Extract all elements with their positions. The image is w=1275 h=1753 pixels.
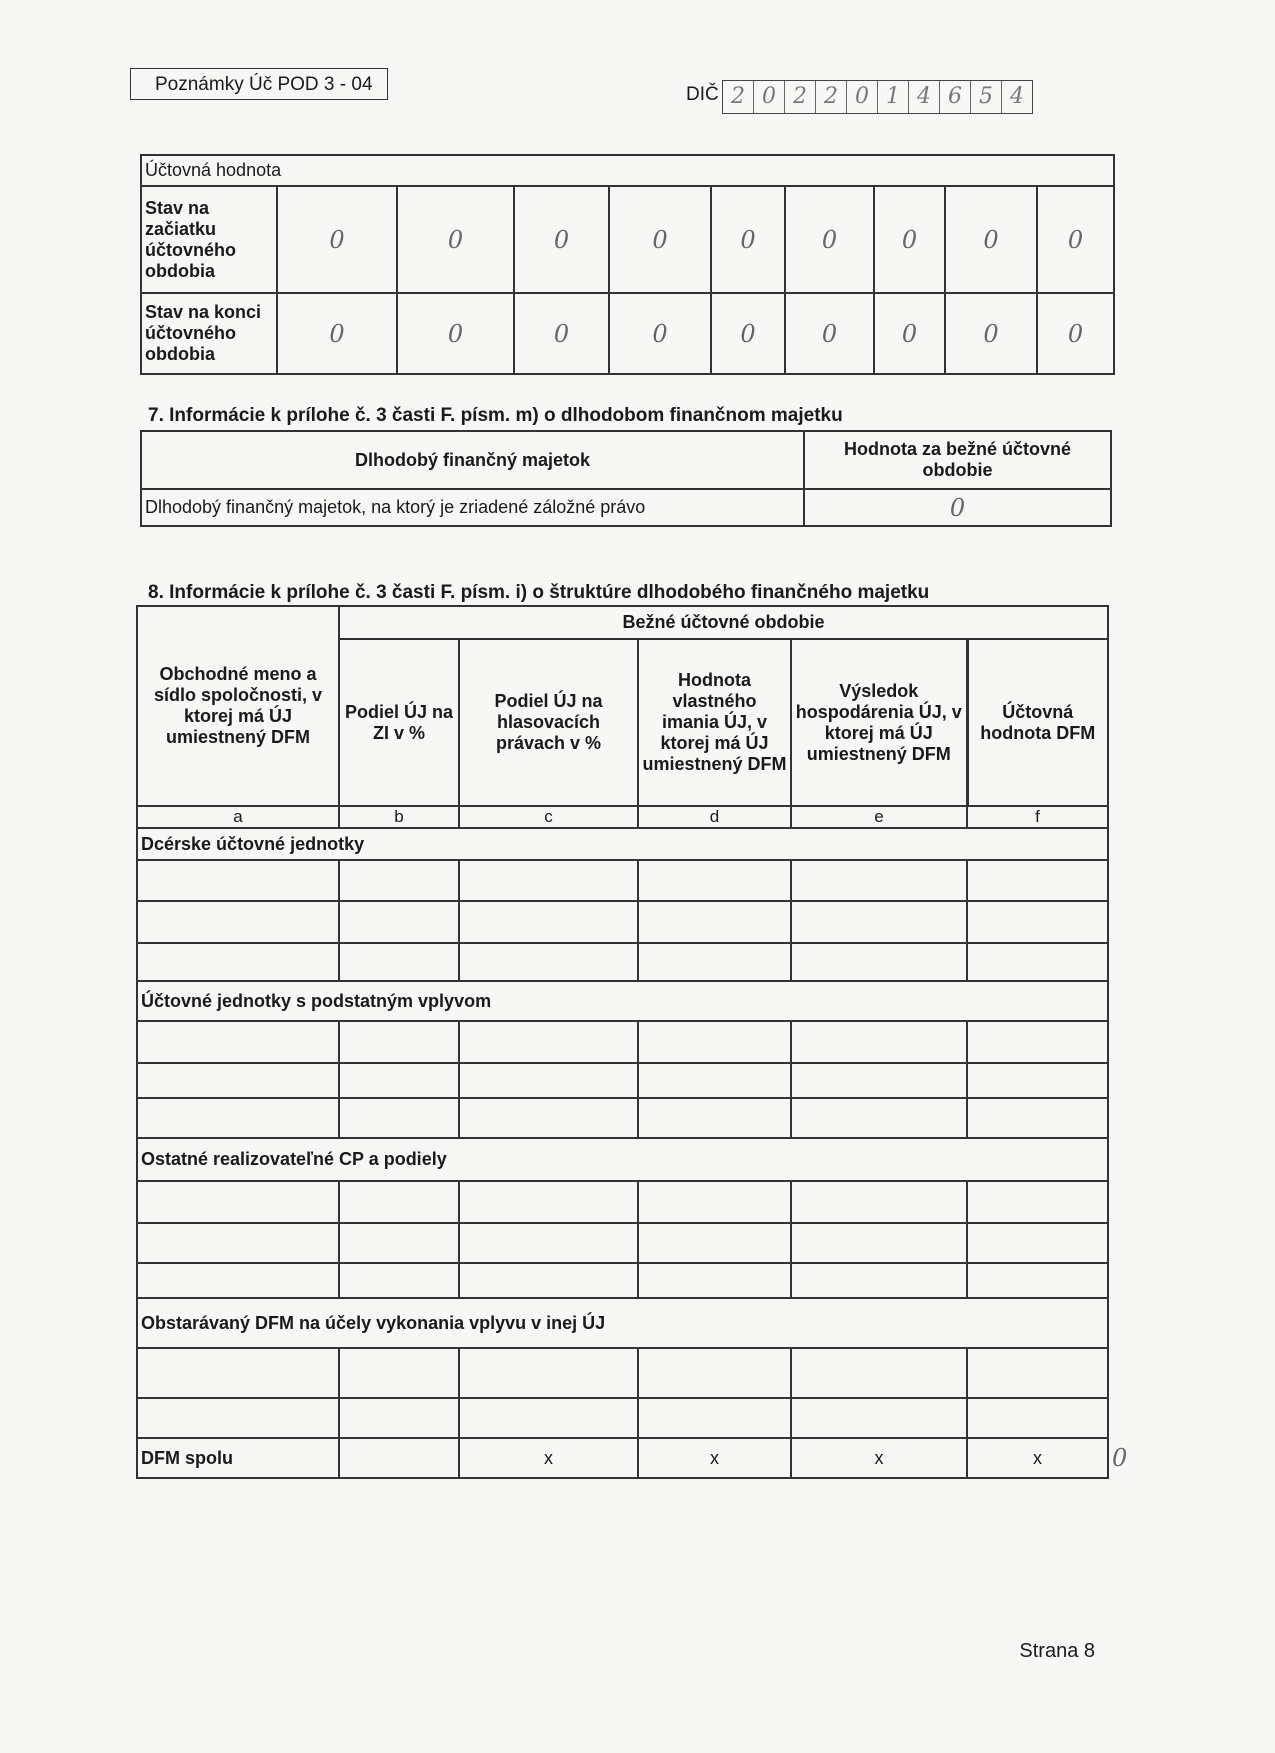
empty-cell — [459, 1263, 638, 1298]
table-row — [137, 1021, 1108, 1063]
table1-title: Účtovná hodnota — [141, 155, 1114, 186]
total-cell: x — [791, 1438, 967, 1478]
col-header: Účtovná hodnota DFM — [967, 639, 1108, 806]
empty-cell — [967, 1263, 1108, 1298]
dic-digit: 0 — [754, 81, 785, 113]
group-row — [137, 828, 1108, 860]
value-cell: 0 — [804, 489, 1111, 526]
empty-cell — [638, 1098, 791, 1138]
empty-cell — [137, 1021, 339, 1063]
empty-cell — [137, 1098, 339, 1138]
group-row — [137, 1138, 1108, 1181]
empty-cell — [967, 1348, 1108, 1398]
value-cell: 0 — [609, 186, 711, 293]
dic-digit: 1 — [878, 81, 909, 113]
empty-cell — [459, 1098, 638, 1138]
group-label: Dcérske účtovné jednotky — [137, 828, 1108, 860]
dic-label: DIČ — [686, 84, 719, 105]
col-header: Hodnota vlastného imania ÚJ, v ktorej má ÚJ umiestnený DFM — [638, 639, 791, 806]
empty-cell — [339, 1223, 459, 1263]
dic-digit: 2 — [723, 81, 754, 113]
total-label: DFM spolu — [137, 1438, 339, 1478]
value-cell: 0 — [1037, 293, 1114, 374]
value-cell: 0 — [277, 186, 397, 293]
col-header: Dlhodobý finančný majetok — [141, 431, 804, 489]
value-cell: 0 — [711, 293, 785, 374]
empty-cell — [791, 943, 967, 981]
value-cell: 0 — [711, 186, 785, 293]
empty-cell — [791, 1223, 967, 1263]
empty-cell — [967, 860, 1108, 901]
value-cell: 0 — [514, 293, 609, 374]
total-cell: x — [967, 1438, 1108, 1478]
empty-cell — [791, 901, 967, 943]
empty-cell — [339, 943, 459, 981]
dic-digit: 2 — [785, 81, 816, 113]
empty-cell — [339, 1348, 459, 1398]
empty-cell — [339, 1098, 459, 1138]
empty-cell — [339, 1063, 459, 1098]
column-letter: f — [967, 806, 1108, 828]
dic-digit: 6 — [940, 81, 971, 113]
value-cell: 0 — [514, 186, 609, 293]
col-header: Výsledok hospodárenia ÚJ, v ktorej má ÚJ umiestnený DFM — [791, 639, 967, 806]
col-header: Podiel ÚJ na hlasovacích právach v % — [459, 639, 638, 806]
empty-cell — [791, 860, 967, 901]
empty-cell — [339, 1021, 459, 1063]
empty-cell — [791, 1021, 967, 1063]
empty-cell — [638, 1398, 791, 1438]
value-cell: 0 — [874, 293, 945, 374]
table-row — [137, 943, 1108, 981]
empty-cell — [339, 860, 459, 901]
carrying-value-table — [140, 154, 1115, 375]
dic-digit: 5 — [971, 81, 1002, 113]
column-letter: a — [137, 806, 339, 828]
table-row — [137, 1063, 1108, 1098]
col-header: Obchodné meno a sídlo spoločnosti, v ktorej má ÚJ umiestnený DFM — [137, 606, 339, 806]
empty-cell — [967, 1063, 1108, 1098]
empty-cell — [137, 1348, 339, 1398]
dic-digit: 2 — [816, 81, 847, 113]
value-cell: 0 — [397, 186, 514, 293]
value-cell: 0 — [609, 293, 711, 374]
value-cell: 0 — [945, 293, 1037, 374]
group-label: Účtovné jednotky s podstatným vplyvom — [137, 981, 1108, 1021]
value-cell: 0 — [785, 186, 874, 293]
empty-cell — [791, 1348, 967, 1398]
empty-cell — [339, 1263, 459, 1298]
group-label: Ostatné realizovateľné CP a podiely — [137, 1138, 1108, 1181]
value-cell: 0 — [945, 186, 1037, 293]
empty-cell — [339, 1398, 459, 1438]
row-label: Stav na začiatku účtovného obdobia — [141, 186, 277, 293]
empty-cell — [459, 860, 638, 901]
empty-cell — [638, 901, 791, 943]
value-cell: 0 — [874, 186, 945, 293]
empty-cell — [967, 1098, 1108, 1138]
empty-cell — [791, 1181, 967, 1223]
empty-cell — [459, 1063, 638, 1098]
empty-cell — [791, 1063, 967, 1098]
total-cell: x — [459, 1438, 638, 1478]
empty-cell — [967, 1181, 1108, 1223]
empty-cell — [459, 901, 638, 943]
empty-cell — [137, 1263, 339, 1298]
value-cell: 0 — [785, 293, 874, 374]
empty-cell — [638, 1223, 791, 1263]
section7-heading: 7. Informácie k prílohe č. 3 časti F. písm. m) o dlhodobom finančnom majetku — [148, 405, 843, 426]
row-label: Dlhodobý finančný majetok, na ktorý je zriadené záložné právo — [141, 489, 804, 526]
empty-cell — [137, 943, 339, 981]
group-row — [137, 981, 1108, 1021]
empty-cell — [638, 1263, 791, 1298]
value-cell: 0 — [1037, 186, 1114, 293]
empty-cell — [791, 1263, 967, 1298]
dic-digit: 0 — [847, 81, 878, 113]
group-row — [137, 1298, 1108, 1348]
empty-cell — [967, 901, 1108, 943]
col-header: Hodnota za bežné účtovné obdobie — [804, 431, 1111, 489]
empty-cell — [137, 901, 339, 943]
form-code: Poznámky Úč POD 3 - 04 — [130, 68, 388, 100]
column-letter: e — [791, 806, 967, 828]
empty-cell — [459, 1181, 638, 1223]
table-row — [137, 1398, 1108, 1438]
empty-cell — [967, 943, 1108, 981]
empty-cell — [638, 1021, 791, 1063]
value-cell: 0 — [277, 293, 397, 374]
empty-cell — [459, 1223, 638, 1263]
empty-cell — [967, 1021, 1108, 1063]
empty-cell — [967, 1398, 1108, 1438]
section7-table — [140, 430, 1112, 527]
table-row — [137, 1098, 1108, 1138]
table-row — [137, 1263, 1108, 1298]
empty-cell — [339, 901, 459, 943]
empty-cell — [791, 1098, 967, 1138]
column-letter: c — [459, 806, 638, 828]
group-label: Obstarávaný DFM na účely vykonania vplyvu v inej ÚJ — [137, 1298, 1108, 1348]
empty-cell — [459, 1021, 638, 1063]
empty-cell — [137, 1063, 339, 1098]
period-header: Bežné účtovné obdobie — [339, 606, 1108, 639]
value-cell: 0 — [397, 293, 514, 374]
empty-cell — [638, 1063, 791, 1098]
empty-cell — [137, 860, 339, 901]
column-letter: d — [638, 806, 791, 828]
empty-cell — [459, 1348, 638, 1398]
empty-cell — [638, 860, 791, 901]
section8-heading: 8. Informácie k prílohe č. 3 časti F. písm. i) o štruktúre dlhodobého finančného majetku — [148, 582, 930, 603]
page-number: Strana 8 — [1019, 1640, 1095, 1662]
empty-cell — [638, 1181, 791, 1223]
empty-cell — [137, 1181, 339, 1223]
empty-cell — [137, 1398, 339, 1438]
dic-digit: 4 — [1010, 84, 1024, 109]
total-cell: x — [638, 1438, 791, 1478]
empty-cell — [638, 943, 791, 981]
dic-digit: 4 — [909, 81, 940, 113]
empty-cell — [638, 1348, 791, 1398]
col-header: Podiel ÚJ na ZI v % — [339, 639, 459, 806]
table-row — [137, 1181, 1108, 1223]
empty-cell — [339, 1438, 459, 1478]
table-row — [137, 901, 1108, 943]
empty-cell — [459, 1398, 638, 1438]
empty-cell — [459, 943, 638, 981]
empty-cell — [137, 1223, 339, 1263]
table-row — [137, 1348, 1108, 1398]
dic-boxes — [722, 80, 1033, 114]
empty-cell — [967, 1223, 1108, 1263]
empty-cell — [339, 1181, 459, 1223]
column-letter: b — [339, 806, 459, 828]
section8-table — [136, 605, 1128, 1479]
empty-cell — [791, 1398, 967, 1438]
table-row — [137, 1223, 1108, 1263]
row-label: Stav na konci účtovného obdobia — [141, 293, 277, 374]
table-row — [137, 860, 1108, 901]
total-row: DFM spolu x x x x 0 — [137, 1438, 1108, 1478]
